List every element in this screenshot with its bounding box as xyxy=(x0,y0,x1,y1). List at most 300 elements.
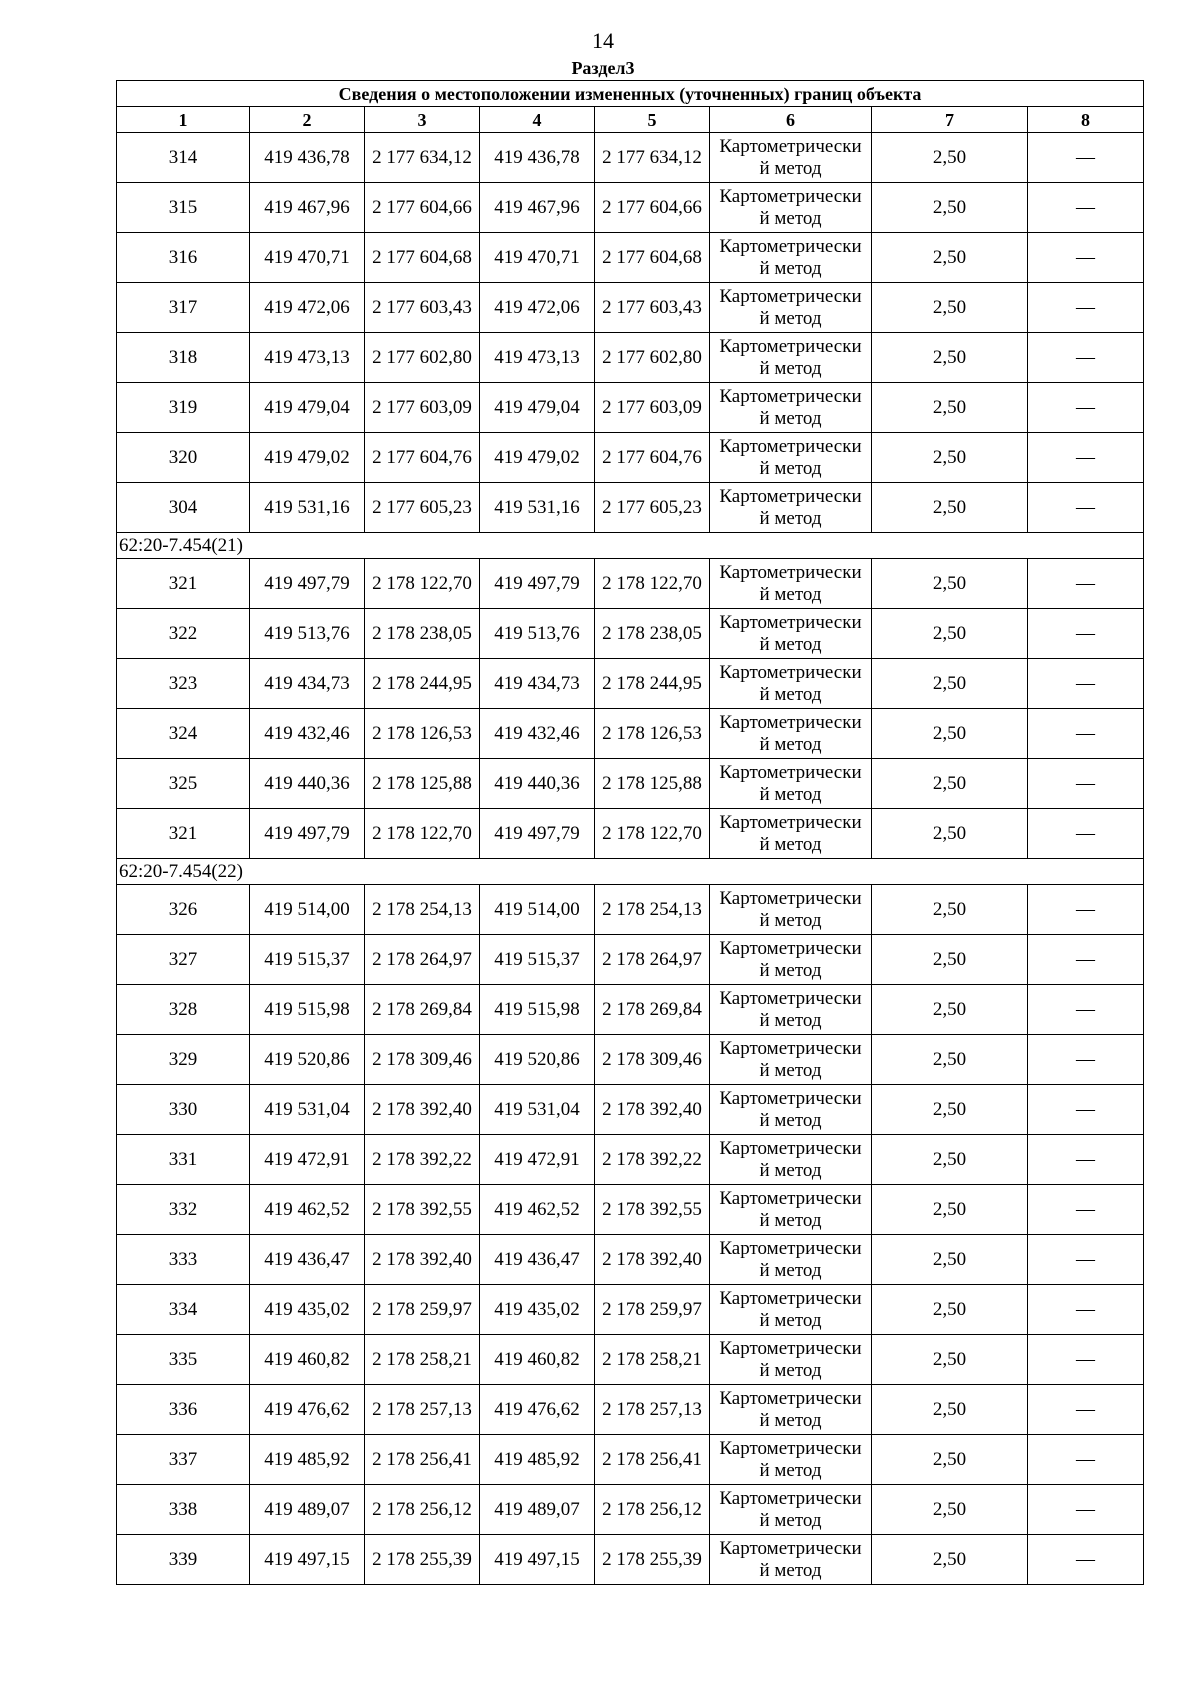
point-description: — xyxy=(1028,885,1144,935)
table-row xyxy=(117,1235,1144,1285)
existing-x: 419 515,37 xyxy=(250,935,365,985)
point-description: — xyxy=(1028,809,1144,859)
point-number: 323 xyxy=(117,659,250,709)
new-x: 419 497,79 xyxy=(480,809,595,859)
point-number: 339 xyxy=(117,1535,250,1585)
new-x: 419 473,13 xyxy=(480,333,595,383)
method-line-2: й метод xyxy=(759,583,822,605)
method-cell xyxy=(710,709,872,759)
new-x: 419 515,98 xyxy=(480,985,595,1035)
new-y: 2 178 258,21 xyxy=(595,1335,710,1385)
method-line-2: й метод xyxy=(759,157,822,179)
method-line-1: Картометрически xyxy=(719,185,862,207)
new-x: 419 467,96 xyxy=(480,183,595,233)
new-y: 2 178 254,13 xyxy=(595,885,710,935)
new-y: 2 177 603,43 xyxy=(595,283,710,333)
new-y: 2 177 602,80 xyxy=(595,333,710,383)
table-row xyxy=(117,985,1144,1035)
table-row xyxy=(117,1185,1144,1235)
method-line-1: Картометрически xyxy=(719,937,862,959)
table-row xyxy=(117,283,1144,333)
accuracy-value: 2,50 xyxy=(872,1135,1028,1185)
accuracy-value: 2,50 xyxy=(872,985,1028,1035)
new-y: 2 177 605,23 xyxy=(595,483,710,533)
new-x: 419 472,91 xyxy=(480,1135,595,1185)
existing-x: 419 476,62 xyxy=(250,1385,365,1435)
column-header: 7 xyxy=(872,107,1028,133)
existing-y: 2 177 605,23 xyxy=(365,483,480,533)
existing-y: 2 178 257,13 xyxy=(365,1385,480,1435)
method-line-2: й метод xyxy=(759,457,822,479)
point-description: — xyxy=(1028,233,1144,283)
new-y: 2 178 309,46 xyxy=(595,1035,710,1085)
table-row xyxy=(117,759,1144,809)
new-x: 419 479,04 xyxy=(480,383,595,433)
point-number: 325 xyxy=(117,759,250,809)
method-cell xyxy=(710,433,872,483)
new-y: 2 178 256,41 xyxy=(595,1435,710,1485)
existing-x: 419 472,91 xyxy=(250,1135,365,1185)
existing-x: 419 489,07 xyxy=(250,1485,365,1535)
method-line-2: й метод xyxy=(759,833,822,855)
table-row xyxy=(117,1385,1144,1435)
column-header: 8 xyxy=(1028,107,1144,133)
point-number: 320 xyxy=(117,433,250,483)
new-x: 419 432,46 xyxy=(480,709,595,759)
column-header: 3 xyxy=(365,107,480,133)
column-header: 5 xyxy=(595,107,710,133)
point-number: 319 xyxy=(117,383,250,433)
table-row xyxy=(117,433,1144,483)
accuracy-value: 2,50 xyxy=(872,1235,1028,1285)
new-y: 2 178 392,40 xyxy=(595,1235,710,1285)
table-row xyxy=(117,333,1144,383)
existing-y: 2 178 392,55 xyxy=(365,1185,480,1235)
point-description: — xyxy=(1028,483,1144,533)
new-y: 2 177 603,09 xyxy=(595,383,710,433)
new-x: 419 485,92 xyxy=(480,1435,595,1485)
accuracy-value: 2,50 xyxy=(872,1485,1028,1535)
method-line-1: Картометрически xyxy=(719,1037,862,1059)
method-cell xyxy=(710,1185,872,1235)
point-number: 331 xyxy=(117,1135,250,1185)
point-number: 335 xyxy=(117,1335,250,1385)
accuracy-value: 2,50 xyxy=(872,709,1028,759)
new-x: 419 479,02 xyxy=(480,433,595,483)
point-description: — xyxy=(1028,333,1144,383)
table-row xyxy=(117,609,1144,659)
new-y: 2 178 238,05 xyxy=(595,609,710,659)
new-x: 419 460,82 xyxy=(480,1335,595,1385)
new-x: 419 440,36 xyxy=(480,759,595,809)
point-description: — xyxy=(1028,1535,1144,1585)
existing-y: 2 178 244,95 xyxy=(365,659,480,709)
table-row xyxy=(117,483,1144,533)
existing-x: 419 462,52 xyxy=(250,1185,365,1235)
method-cell xyxy=(710,759,872,809)
method-cell xyxy=(710,659,872,709)
new-x: 419 515,37 xyxy=(480,935,595,985)
method-cell xyxy=(710,1235,872,1285)
table-row xyxy=(117,1135,1144,1185)
accuracy-value: 2,50 xyxy=(872,559,1028,609)
method-line-1: Картометрически xyxy=(719,1087,862,1109)
existing-x: 419 432,46 xyxy=(250,709,365,759)
method-line-1: Картометрически xyxy=(719,611,862,633)
point-description: — xyxy=(1028,1485,1144,1535)
existing-x: 419 513,76 xyxy=(250,609,365,659)
existing-y: 2 178 122,70 xyxy=(365,559,480,609)
point-description: — xyxy=(1028,1235,1144,1285)
table-row xyxy=(117,383,1144,433)
point-number: 324 xyxy=(117,709,250,759)
new-x: 419 489,07 xyxy=(480,1485,595,1535)
existing-y: 2 178 264,97 xyxy=(365,935,480,985)
accuracy-value: 2,50 xyxy=(872,233,1028,283)
existing-x: 419 436,78 xyxy=(250,133,365,183)
point-description: — xyxy=(1028,709,1144,759)
column-header: 6 xyxy=(710,107,872,133)
existing-y: 2 178 126,53 xyxy=(365,709,480,759)
new-y: 2 178 122,70 xyxy=(595,809,710,859)
table-row xyxy=(117,1535,1144,1585)
method-line-2: й метод xyxy=(759,783,822,805)
new-x: 419 531,16 xyxy=(480,483,595,533)
table-row xyxy=(117,1435,1144,1485)
new-x: 419 531,04 xyxy=(480,1085,595,1135)
new-x: 419 462,52 xyxy=(480,1185,595,1235)
existing-y: 2 178 269,84 xyxy=(365,985,480,1035)
method-line-1: Картометрически xyxy=(719,485,862,507)
method-cell xyxy=(710,809,872,859)
point-number: 321 xyxy=(117,809,250,859)
existing-x: 419 440,36 xyxy=(250,759,365,809)
method-line-1: Картометрически xyxy=(719,1487,862,1509)
point-number: 322 xyxy=(117,609,250,659)
method-line-1: Картометрически xyxy=(719,1337,862,1359)
existing-x: 419 436,47 xyxy=(250,1235,365,1285)
existing-x: 419 485,92 xyxy=(250,1435,365,1485)
method-line-2: й метод xyxy=(759,733,822,755)
new-x: 419 497,79 xyxy=(480,559,595,609)
existing-x: 419 460,82 xyxy=(250,1335,365,1385)
method-line-2: й метод xyxy=(759,307,822,329)
point-description: — xyxy=(1028,433,1144,483)
accuracy-value: 2,50 xyxy=(872,1035,1028,1085)
parcel-group-row xyxy=(117,859,1144,885)
new-y: 2 178 392,40 xyxy=(595,1085,710,1135)
existing-y: 2 177 602,80 xyxy=(365,333,480,383)
point-number: 304 xyxy=(117,483,250,533)
method-line-2: й метод xyxy=(759,357,822,379)
new-y: 2 178 122,70 xyxy=(595,559,710,609)
point-description: — xyxy=(1028,935,1144,985)
new-x: 419 513,76 xyxy=(480,609,595,659)
new-x: 419 434,73 xyxy=(480,659,595,709)
existing-y: 2 178 254,13 xyxy=(365,885,480,935)
method-line-1: Картометрически xyxy=(719,1187,862,1209)
point-description: — xyxy=(1028,609,1144,659)
method-line-2: й метод xyxy=(759,1009,822,1031)
method-line-2: й метод xyxy=(759,507,822,529)
new-y: 2 178 392,22 xyxy=(595,1135,710,1185)
method-cell xyxy=(710,1085,872,1135)
section-title: Раздел3 xyxy=(571,58,635,78)
method-cell xyxy=(710,885,872,935)
method-line-1: Картометрически xyxy=(719,435,862,457)
new-x: 419 436,78 xyxy=(480,133,595,183)
accuracy-value: 2,50 xyxy=(872,659,1028,709)
point-description: — xyxy=(1028,1385,1144,1435)
method-line-1: Картометрически xyxy=(719,1437,862,1459)
point-number: 317 xyxy=(117,283,250,333)
table-row xyxy=(117,1485,1144,1535)
existing-y: 2 177 603,43 xyxy=(365,283,480,333)
accuracy-value: 2,50 xyxy=(872,1285,1028,1335)
new-x: 419 514,00 xyxy=(480,885,595,935)
new-y: 2 178 269,84 xyxy=(595,985,710,1035)
existing-y: 2 178 259,97 xyxy=(365,1285,480,1335)
new-y: 2 177 604,66 xyxy=(595,183,710,233)
method-line-2: й метод xyxy=(759,683,822,705)
table-row xyxy=(117,885,1144,935)
point-description: — xyxy=(1028,659,1144,709)
point-number: 330 xyxy=(117,1085,250,1135)
point-description: — xyxy=(1028,283,1144,333)
point-description: — xyxy=(1028,1035,1144,1085)
point-number: 318 xyxy=(117,333,250,383)
existing-y: 2 178 392,22 xyxy=(365,1135,480,1185)
accuracy-value: 2,50 xyxy=(872,1335,1028,1385)
existing-y: 2 178 238,05 xyxy=(365,609,480,659)
existing-x: 419 531,16 xyxy=(250,483,365,533)
new-y: 2 178 255,39 xyxy=(595,1535,710,1585)
point-number: 328 xyxy=(117,985,250,1035)
method-line-2: й метод xyxy=(759,909,822,931)
accuracy-value: 2,50 xyxy=(872,283,1028,333)
method-cell xyxy=(710,1385,872,1435)
new-y: 2 178 125,88 xyxy=(595,759,710,809)
method-line-2: й метод xyxy=(759,959,822,981)
new-x: 419 476,62 xyxy=(480,1385,595,1435)
table-row xyxy=(117,935,1144,985)
point-description: — xyxy=(1028,133,1144,183)
new-y: 2 177 604,76 xyxy=(595,433,710,483)
method-cell xyxy=(710,559,872,609)
method-line-1: Картометрически xyxy=(719,1137,862,1159)
method-line-1: Картометрически xyxy=(719,1387,862,1409)
parcel-label: 62:20-7.454(21) xyxy=(117,533,1144,559)
existing-y: 2 177 604,66 xyxy=(365,183,480,233)
point-number: 337 xyxy=(117,1435,250,1485)
point-number: 315 xyxy=(117,183,250,233)
table-row xyxy=(117,659,1144,709)
new-y: 2 178 126,53 xyxy=(595,709,710,759)
existing-x: 419 497,79 xyxy=(250,809,365,859)
new-y: 2 178 392,55 xyxy=(595,1185,710,1235)
existing-x: 419 514,00 xyxy=(250,885,365,935)
coordinates-table xyxy=(116,80,1144,1585)
method-cell xyxy=(710,1035,872,1085)
existing-y: 2 178 309,46 xyxy=(365,1035,480,1085)
method-cell xyxy=(710,609,872,659)
existing-y: 2 178 392,40 xyxy=(365,1085,480,1135)
accuracy-value: 2,50 xyxy=(872,183,1028,233)
method-line-2: й метод xyxy=(759,1259,822,1281)
new-y: 2 177 604,68 xyxy=(595,233,710,283)
point-number: 316 xyxy=(117,233,250,283)
existing-y: 2 178 392,40 xyxy=(365,1235,480,1285)
method-line-2: й метод xyxy=(759,207,822,229)
point-description: — xyxy=(1028,1135,1144,1185)
column-header: 4 xyxy=(480,107,595,133)
accuracy-value: 2,50 xyxy=(872,759,1028,809)
point-description: — xyxy=(1028,1435,1144,1485)
method-line-2: й метод xyxy=(759,1409,822,1431)
existing-x: 419 497,15 xyxy=(250,1535,365,1585)
existing-y: 2 178 125,88 xyxy=(365,759,480,809)
method-line-1: Картометрически xyxy=(719,235,862,257)
method-line-1: Картометрически xyxy=(719,811,862,833)
table-caption: Сведения о местоположении измененных (уточненных) границ объекта xyxy=(117,81,1144,107)
existing-x: 419 497,79 xyxy=(250,559,365,609)
accuracy-value: 2,50 xyxy=(872,133,1028,183)
table-row xyxy=(117,183,1144,233)
method-line-2: й метод xyxy=(759,1209,822,1231)
existing-x: 419 434,73 xyxy=(250,659,365,709)
existing-x: 419 515,98 xyxy=(250,985,365,1035)
accuracy-value: 2,50 xyxy=(872,935,1028,985)
method-cell xyxy=(710,233,872,283)
accuracy-value: 2,50 xyxy=(872,609,1028,659)
method-line-1: Картометрически xyxy=(719,561,862,583)
point-description: — xyxy=(1028,1335,1144,1385)
table-row xyxy=(117,1335,1144,1385)
accuracy-value: 2,50 xyxy=(872,1385,1028,1435)
point-description: — xyxy=(1028,559,1144,609)
method-line-2: й метод xyxy=(759,1109,822,1131)
existing-x: 419 473,13 xyxy=(250,333,365,383)
accuracy-value: 2,50 xyxy=(872,483,1028,533)
existing-y: 2 178 122,70 xyxy=(365,809,480,859)
table-row xyxy=(117,233,1144,283)
accuracy-value: 2,50 xyxy=(872,885,1028,935)
method-cell xyxy=(710,1535,872,1585)
method-line-1: Картометрически xyxy=(719,385,862,407)
table-row xyxy=(117,559,1144,609)
point-number: 338 xyxy=(117,1485,250,1535)
method-line-2: й метод xyxy=(759,633,822,655)
accuracy-value: 2,50 xyxy=(872,809,1028,859)
existing-x: 419 531,04 xyxy=(250,1085,365,1135)
accuracy-value: 2,50 xyxy=(872,383,1028,433)
point-number: 334 xyxy=(117,1285,250,1335)
new-x: 419 470,71 xyxy=(480,233,595,283)
existing-y: 2 178 256,41 xyxy=(365,1435,480,1485)
method-line-2: й метод xyxy=(759,1309,822,1331)
new-x: 419 436,47 xyxy=(480,1235,595,1285)
method-cell xyxy=(710,183,872,233)
table-row xyxy=(117,133,1144,183)
table-row xyxy=(117,1035,1144,1085)
method-cell xyxy=(710,1485,872,1535)
new-y: 2 177 634,12 xyxy=(595,133,710,183)
existing-y: 2 177 604,76 xyxy=(365,433,480,483)
method-line-2: й метод xyxy=(759,1559,822,1581)
point-description: — xyxy=(1028,1185,1144,1235)
column-header: 2 xyxy=(250,107,365,133)
parcel-group-row xyxy=(117,533,1144,559)
existing-y: 2 178 258,21 xyxy=(365,1335,480,1385)
table-row xyxy=(117,1285,1144,1335)
existing-y: 2 177 604,68 xyxy=(365,233,480,283)
method-line-2: й метод xyxy=(759,257,822,279)
method-line-2: й метод xyxy=(759,1159,822,1181)
point-description: — xyxy=(1028,183,1144,233)
point-number: 327 xyxy=(117,935,250,985)
table-row xyxy=(117,1085,1144,1135)
method-line-1: Картометрически xyxy=(719,1237,862,1259)
point-description: — xyxy=(1028,383,1144,433)
method-line-2: й метод xyxy=(759,407,822,429)
point-number: 336 xyxy=(117,1385,250,1435)
accuracy-value: 2,50 xyxy=(872,433,1028,483)
existing-x: 419 520,86 xyxy=(250,1035,365,1085)
method-cell xyxy=(710,1135,872,1185)
method-line-1: Картометрически xyxy=(719,987,862,1009)
point-description: — xyxy=(1028,759,1144,809)
point-number: 333 xyxy=(117,1235,250,1285)
method-cell xyxy=(710,333,872,383)
point-number: 326 xyxy=(117,885,250,935)
method-cell xyxy=(710,283,872,333)
method-cell xyxy=(710,383,872,433)
point-number: 314 xyxy=(117,133,250,183)
method-line-1: Картометрически xyxy=(719,1287,862,1309)
column-header: 1 xyxy=(117,107,250,133)
existing-x: 419 479,02 xyxy=(250,433,365,483)
existing-y: 2 177 634,12 xyxy=(365,133,480,183)
method-line-1: Картометрически xyxy=(719,887,862,909)
method-cell xyxy=(710,483,872,533)
accuracy-value: 2,50 xyxy=(872,1085,1028,1135)
method-line-2: й метод xyxy=(759,1509,822,1531)
existing-y: 2 177 603,09 xyxy=(365,383,480,433)
accuracy-value: 2,50 xyxy=(872,1535,1028,1585)
new-y: 2 178 257,13 xyxy=(595,1385,710,1435)
method-line-1: Картометрически xyxy=(719,711,862,733)
method-line-2: й метод xyxy=(759,1359,822,1381)
method-line-1: Картометрически xyxy=(719,335,862,357)
method-line-1: Картометрически xyxy=(719,285,862,307)
method-cell xyxy=(710,935,872,985)
method-line-1: Картометрически xyxy=(719,661,862,683)
point-description: — xyxy=(1028,985,1144,1035)
new-x: 419 472,06 xyxy=(480,283,595,333)
new-y: 2 178 264,97 xyxy=(595,935,710,985)
new-x: 419 497,15 xyxy=(480,1535,595,1585)
point-description: — xyxy=(1028,1085,1144,1135)
table-header-row xyxy=(117,107,1144,133)
method-line-1: Картометрически xyxy=(719,1537,862,1559)
method-line-1: Картометрически xyxy=(719,135,862,157)
existing-x: 419 467,96 xyxy=(250,183,365,233)
method-cell xyxy=(710,1335,872,1385)
method-cell xyxy=(710,985,872,1035)
page-number: 14 xyxy=(592,28,614,53)
parcel-label: 62:20-7.454(22) xyxy=(117,859,1144,885)
method-line-2: й метод xyxy=(759,1059,822,1081)
